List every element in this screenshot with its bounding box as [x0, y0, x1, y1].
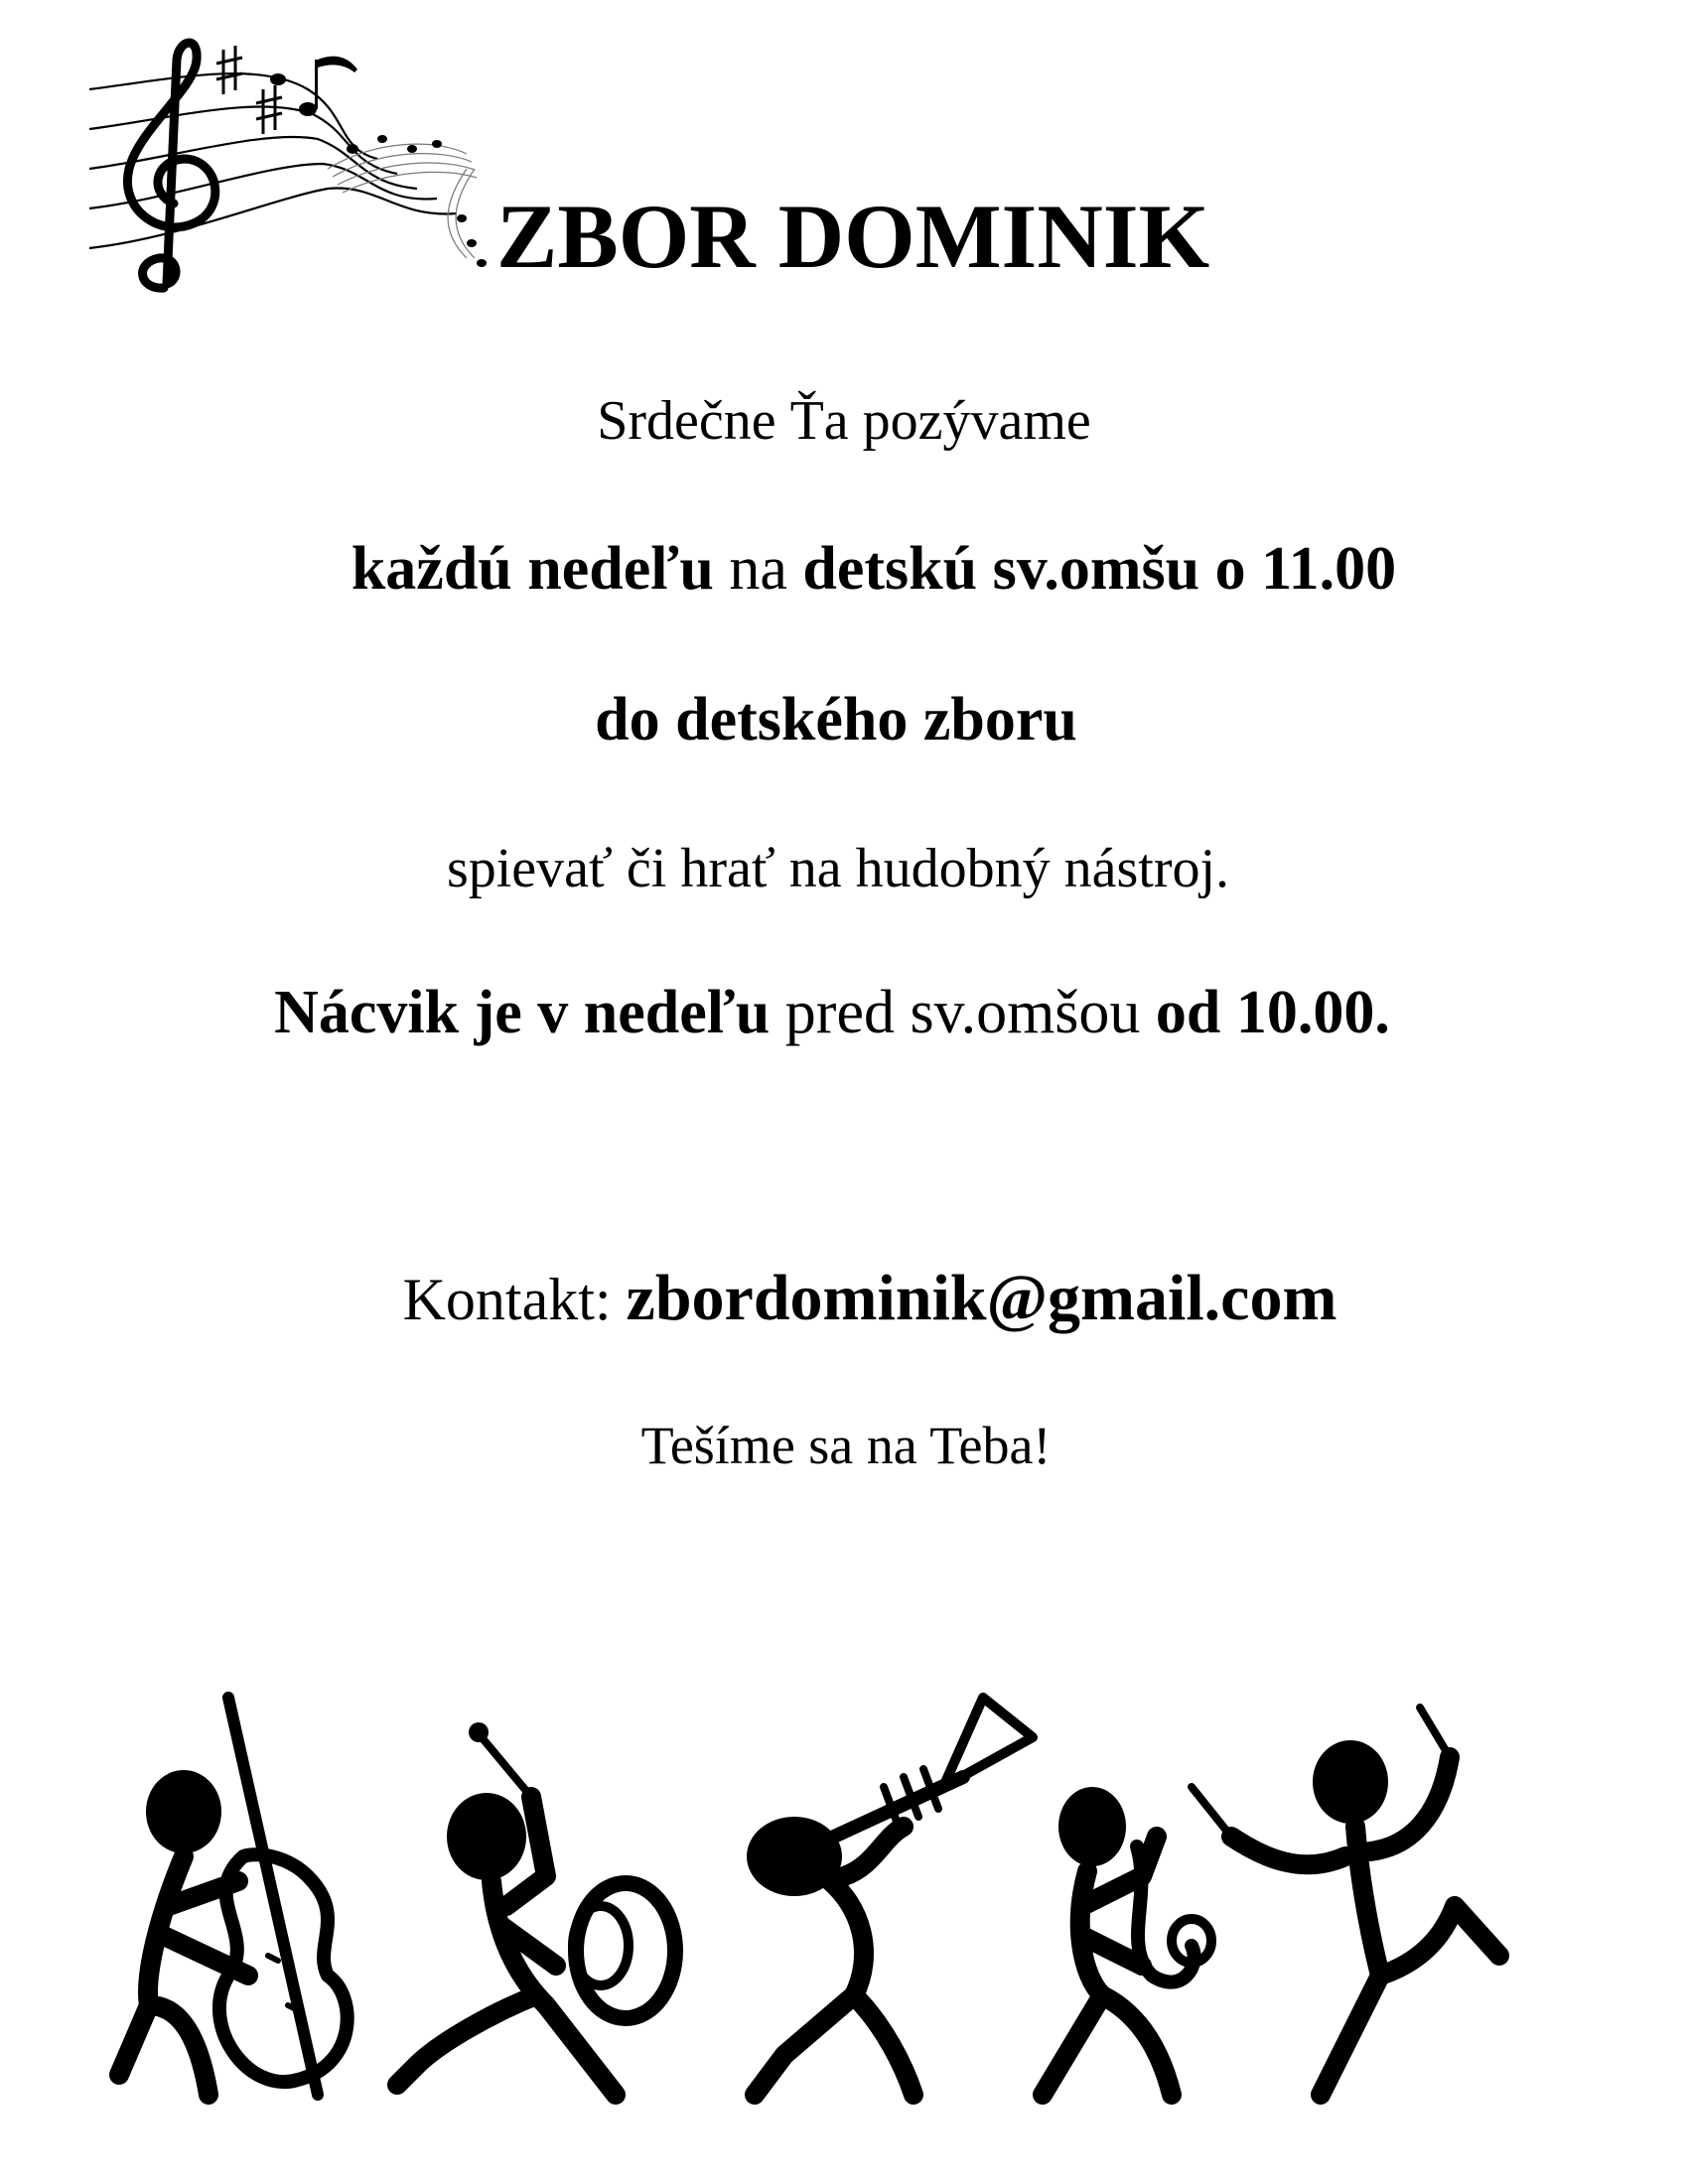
- music-notes-icon: [79, 20, 496, 308]
- invitation-line-schedule: [30, 534, 1688, 605]
- contact-line: [26, 1261, 1688, 1336]
- invitation-line-activity: spievať či hrať na hudobný nástroj.: [446, 838, 1230, 899]
- text-rehearsal-time: od 10.00.: [1155, 979, 1390, 1046]
- text-every-sunday: každú nedeľu: [351, 535, 714, 603]
- bass-player-figure: [119, 1698, 348, 2095]
- dancer-figure: [1192, 1707, 1499, 2095]
- page-title: ZBOR DOMINIK: [496, 186, 1210, 287]
- saxophone-player-figure: [1043, 1787, 1211, 2095]
- invitation-line-choir: do detského zboru: [595, 686, 1077, 753]
- text-rehearsal-sunday: Nácvik je v nedeľu: [274, 979, 771, 1046]
- contact-label: Kontakt:: [402, 1267, 627, 1332]
- invitation-intro: Srdečne Ťa pozývame: [597, 390, 1091, 452]
- drummer-figure: [397, 1722, 675, 2095]
- dancing-musicians-icon: [89, 1678, 1599, 2115]
- trumpet-player-figure: [747, 1698, 1033, 2095]
- text-before-mass: pred sv.omšou: [770, 979, 1156, 1046]
- closing-text: Tešíme sa na Teba!: [640, 1416, 1052, 1475]
- text-to: na: [713, 535, 803, 603]
- text-children-mass-time: detskú sv.omšu o 11.00: [802, 535, 1397, 603]
- rehearsal-line: [0, 978, 1676, 1048]
- contact-email: zbordominik@gmail.com: [626, 1262, 1337, 1334]
